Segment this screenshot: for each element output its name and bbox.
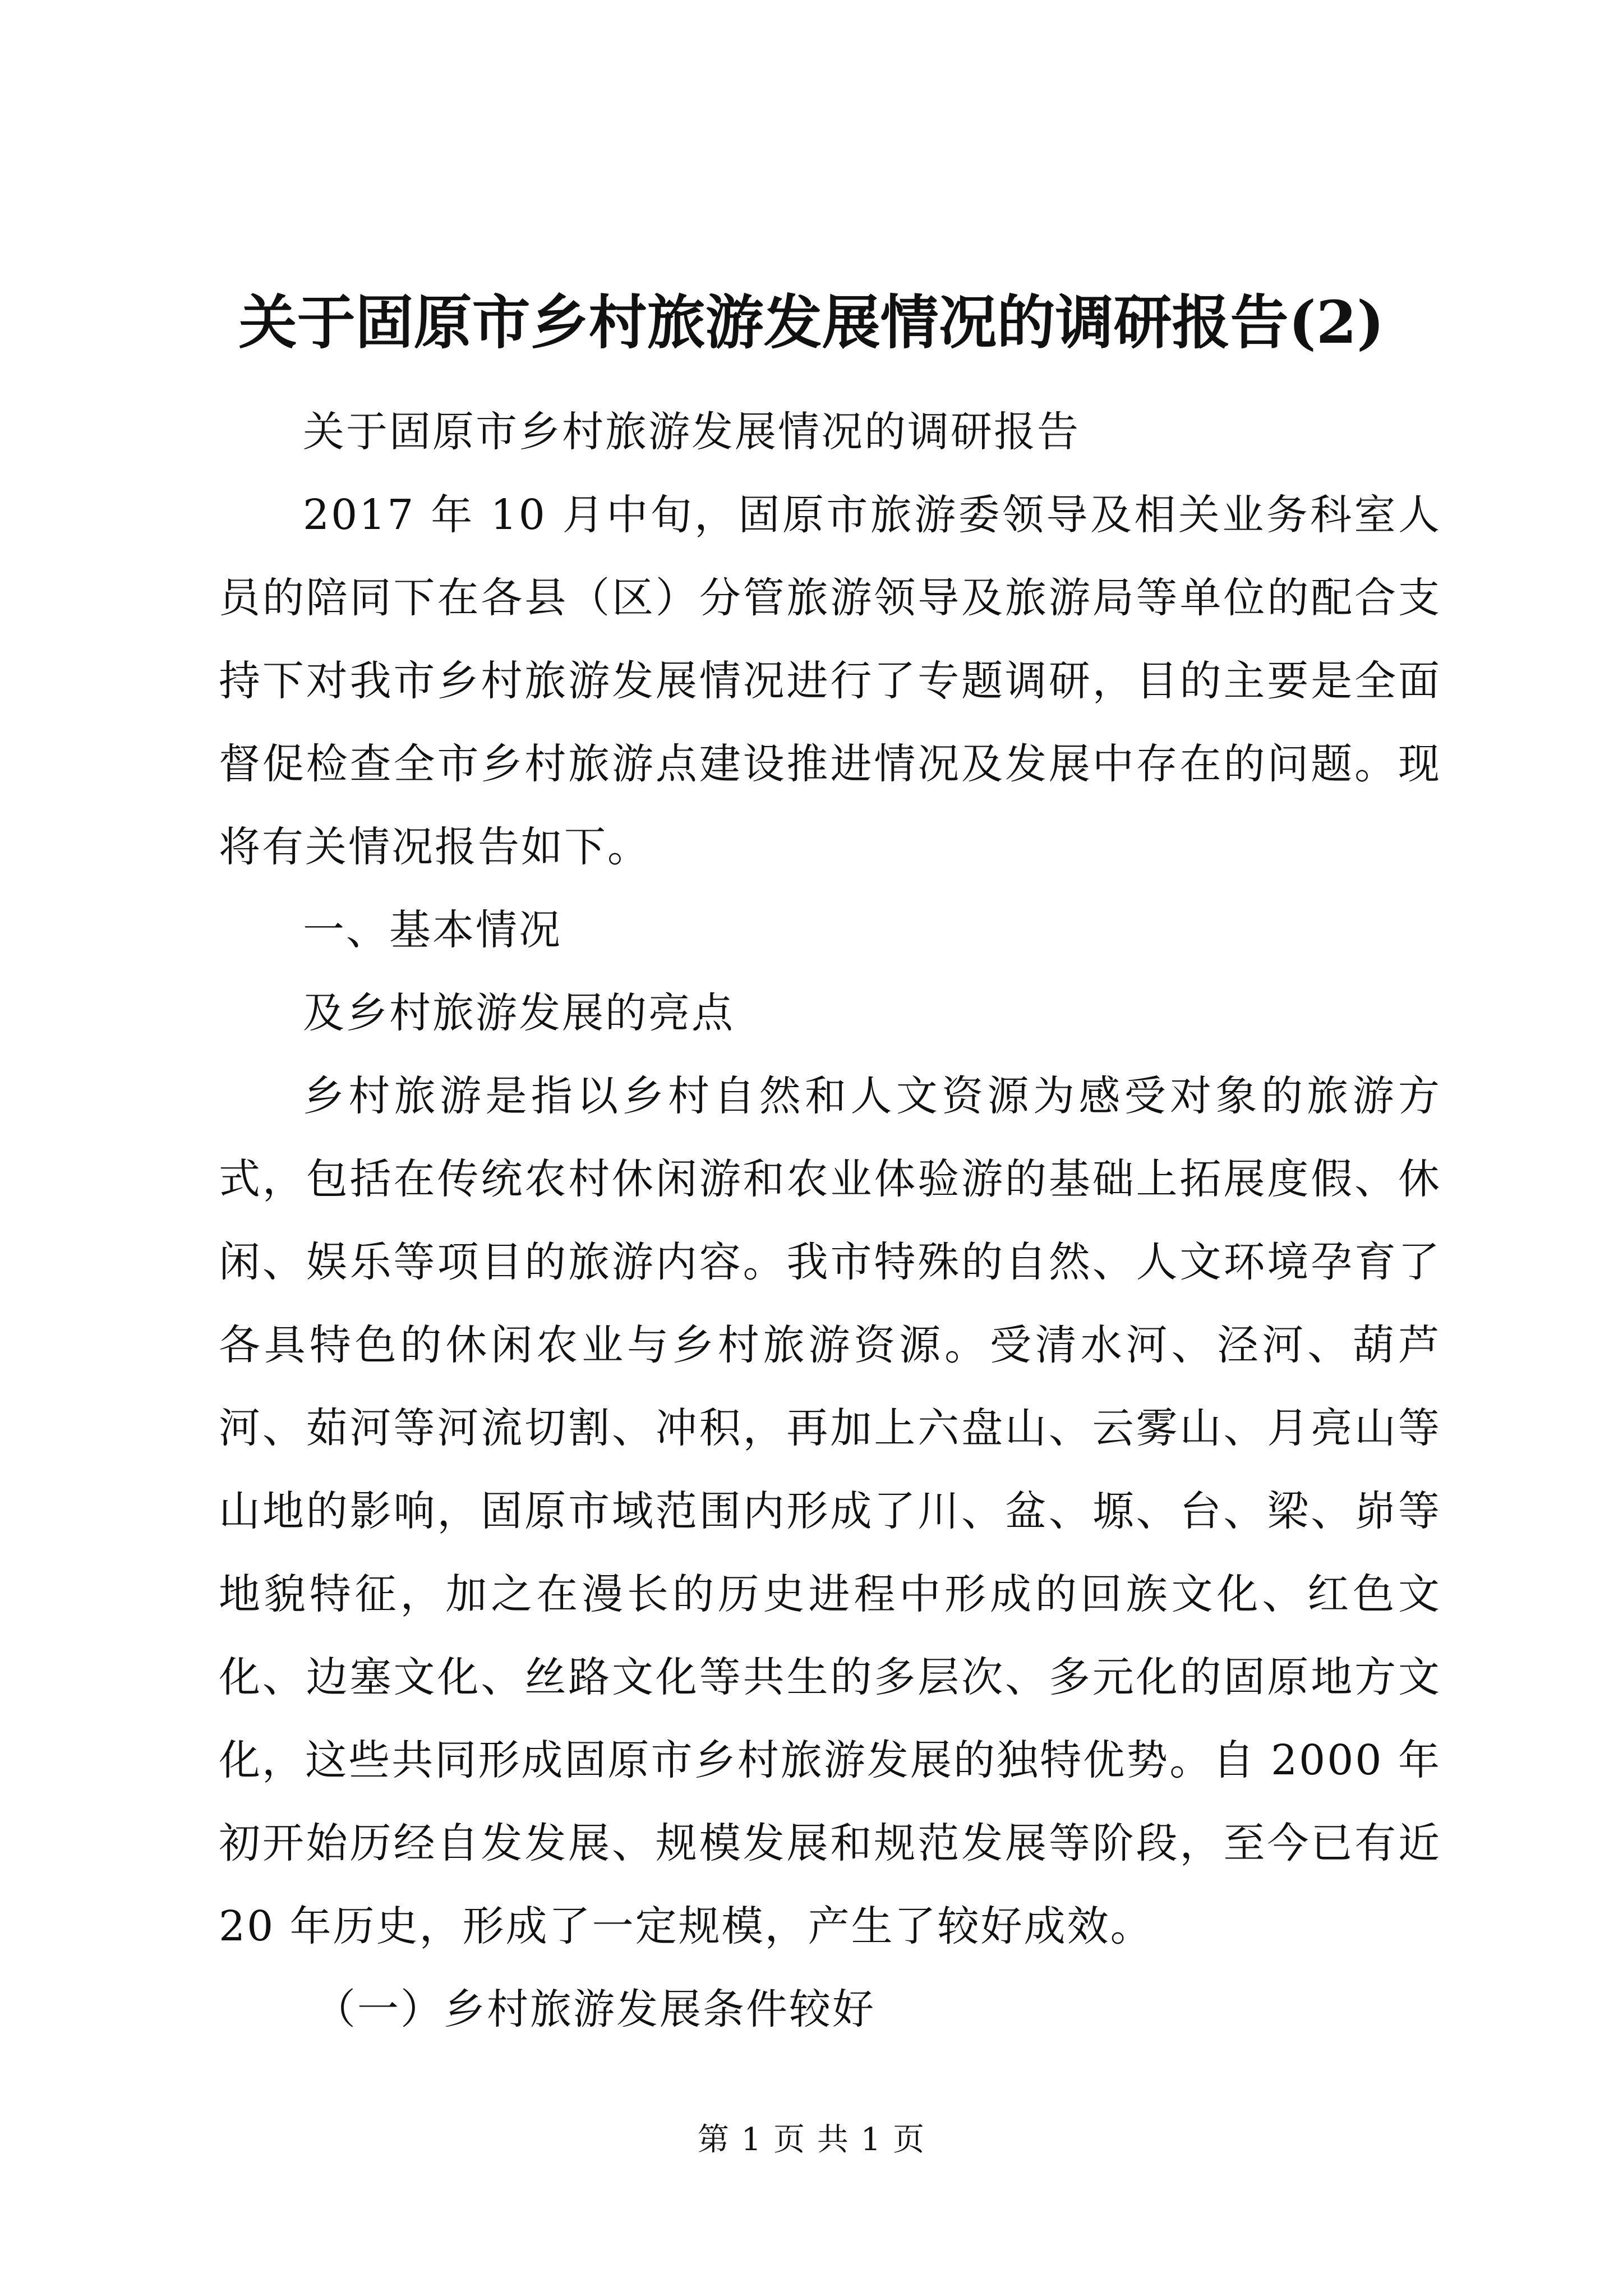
document-body [219,390,1441,2051]
subtitle-paragraph: 关于固原市乡村旅游发展情况的调研报告 [303,408,1080,456]
rural-tourism-description-paragraph: 乡村旅游是指以乡村自然和人文资源为感受对象的旅游方式，包括在传统农村休闲游和农业体验游的基础上拓展度假、休闲、娱乐等项目的旅游内容。我市特殊的自然、人文环境孕育了各具特色的休闲农业与乡村旅游资源。受清水河、泾河、葫芦河、茹河等河流切割、冲积，再加上六盘山、云雾山、月亮山等山地的影响，固原市域范围内形成了川、盆、塬、台、梁、峁等地貌特征，加之在漫长的历史进程中形成的回族文化、红色文化、边塞文化、丝路文化等共生的多层次、多元化的固原地方文化，这些共同形成固原市乡村旅游发展的独特优势。自 2000 年初开始历经自发发展、规模发展和规范发展等阶段，至今已有近 20 年历史，形成了一定规模，产生了较好成效。 [219,1072,1441,1950]
document-title: 关于固原市乡村旅游发展情况的调研报告(2) [238,288,1385,357]
section-heading-highlights: 及乡村旅游发展的亮点 [303,989,735,1037]
intro-paragraph: 2017 年 10 月中旬，固原市旅游委领导及相关业务科室人员的陪同下在各县（区）分管旅游领导及旅游局等单位的配合支持下对我市乡村旅游发展情况进行了专题调研，目的主要是全面督促检查全市乡村旅游点建设推进情况及发展中存在的问题。现将有关情况报告如下。 [219,491,1441,871]
page-footer: 第 1 页 共 1 页 [697,2122,926,2158]
subsection-heading-conditions: （一）乡村旅游发展条件较好 [314,1985,875,2033]
section-heading-basic-situation: 一、基本情况 [303,906,562,954]
